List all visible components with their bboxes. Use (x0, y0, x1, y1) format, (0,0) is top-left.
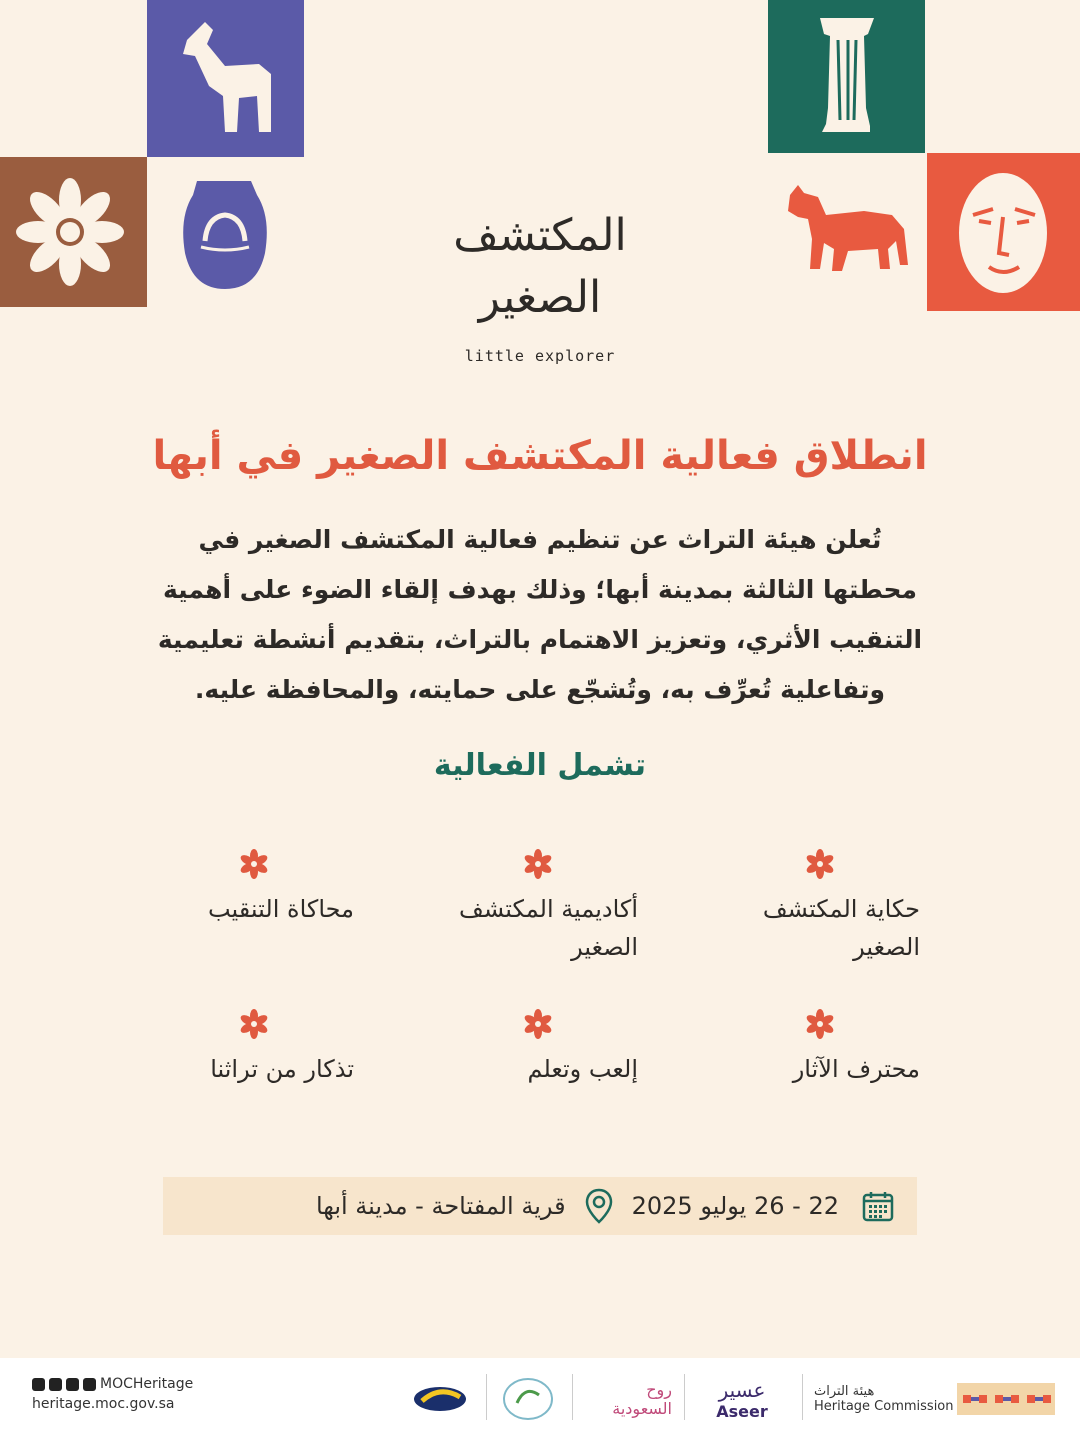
feature-item (134, 848, 374, 928)
x-icon (32, 1378, 45, 1391)
flower-icon (804, 848, 836, 880)
flower-icon (238, 1008, 270, 1040)
camel-icon (147, 0, 304, 157)
horse-icon (768, 153, 925, 307)
social-handle-text: MOCHeritage (100, 1376, 194, 1392)
partner-aseer-en: Aseer (716, 1401, 768, 1421)
partner-logo-heritage (814, 1372, 954, 1426)
partner-logo-nama (498, 1372, 558, 1426)
feature-item (700, 848, 940, 966)
footer (0, 1358, 1080, 1440)
snapchat-icon (83, 1378, 96, 1391)
logo-arabic-line-2: الصغير (478, 272, 602, 323)
vase-icon (147, 157, 304, 307)
column-tile (768, 0, 925, 153)
feature-label: محترف الآثار (792, 1055, 920, 1083)
vase-tile (147, 157, 304, 307)
column-icon (768, 0, 925, 153)
partner-logo-aseer (694, 1372, 790, 1426)
logo-english: little explorer (464, 347, 616, 365)
flower-icon (522, 1008, 554, 1040)
divider (486, 1374, 487, 1420)
flower-icon (522, 848, 554, 880)
logo-arabic-line-1: المكتشف (453, 210, 627, 261)
feature-item (700, 1008, 940, 1088)
mask-tile (927, 153, 1080, 311)
page-title: انطلاق فعالية المكتشف الصغير في أبها (152, 433, 928, 479)
heritage-pattern (956, 1372, 1056, 1426)
flower-icon (804, 1008, 836, 1040)
partner-nama-icon (501, 1375, 555, 1423)
horse-tile (768, 153, 925, 307)
divider (802, 1374, 803, 1420)
feature-label: أكاديمية المكتشف الصغير (459, 895, 638, 961)
flower-icon (0, 157, 147, 307)
heritage-commission-ar: هيئة التراث (814, 1384, 875, 1399)
partner-logo-saudi (582, 1372, 672, 1426)
feature-label: حكاية المكتشف الصغير (762, 895, 920, 961)
partner-aseer-ar: عسير (718, 1377, 766, 1402)
divider (684, 1374, 685, 1420)
feature-label: تذكار من تراثنا (210, 1055, 354, 1083)
divider (572, 1374, 573, 1420)
location-pin-icon (584, 1187, 614, 1225)
calendar-icon (861, 1189, 895, 1223)
feature-label: محاكاة التنقيب (207, 895, 354, 923)
feature-item (418, 848, 658, 966)
flower-icon (238, 848, 270, 880)
includes-title: تشمل الفعالية (433, 748, 647, 783)
mask-face-icon (927, 153, 1080, 311)
event-location: قرية المفتاحة - مدينة أبها (315, 1192, 566, 1220)
partner-logo-sports (408, 1372, 472, 1426)
social-handle[interactable] (32, 1376, 193, 1392)
partner-sports-icon (410, 1379, 470, 1419)
event-info-bar (163, 1177, 917, 1235)
flower-tile (0, 157, 147, 307)
camel-tile (147, 0, 304, 157)
event-dates: 22 - 26 يوليو 2025 (631, 1192, 839, 1220)
partner-saudi-text: روح السعودية (612, 1380, 672, 1418)
youtube-icon (66, 1378, 79, 1391)
feature-label: إلعب وتعلم (527, 1055, 638, 1083)
feature-item (418, 1008, 658, 1088)
logo-arabic (400, 205, 680, 329)
website-link[interactable]: heritage.moc.gov.sa (32, 1396, 175, 1412)
tiktok-icon (49, 1378, 62, 1391)
feature-item (134, 1008, 374, 1088)
heritage-pattern-icon (957, 1383, 1055, 1415)
intro-paragraph: تُعلن هيئة التراث عن تنظيم فعالية المكتشف الصغير في محطتها الثالثة بمدينة أبها؛ وذلك بهدف إلقاء الضوء على أهمية التنقيب الأثري، وتعزيز الاهتمام بالتراث، بتقديم أنشطة تعليمية وتفاعلية تُعرِّف به، وتُشجّع على حمايته، والمحافظة عليه. (157, 525, 923, 704)
heritage-commission-en: Heritage Commission (814, 1399, 954, 1414)
